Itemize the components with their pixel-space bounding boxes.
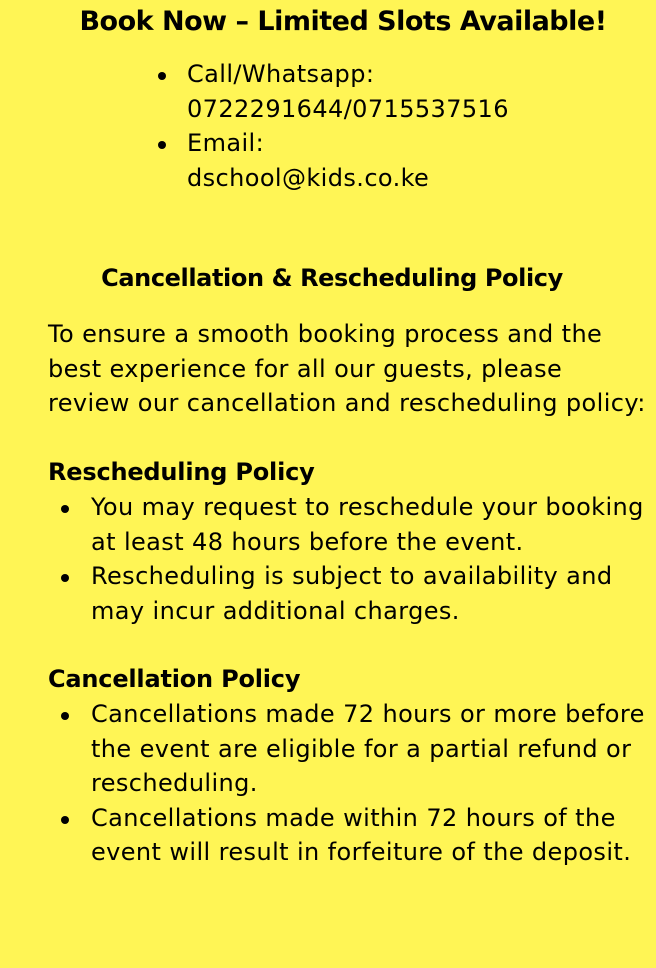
booking-headline: Book Now – Limited Slots Available! <box>79 6 607 37</box>
policy-intro: To ensure a smooth booking process and the best experience for all our guests, please review our cancellation and rescheduling policy: <box>48 320 646 417</box>
contact-phone-label: Call/Whatsapp: <box>187 60 375 88</box>
cancellation-list <box>91 697 651 870</box>
list-item: Cancellations made 72 hours or more before the event are eligible for a partial refund or rescheduling. <box>91 697 651 801</box>
policy-title: Cancellation & Rescheduling Policy <box>101 264 563 292</box>
rescheduling-list <box>91 490 651 628</box>
rescheduling-heading: Rescheduling Policy <box>48 458 315 486</box>
contact-email-label: Email: <box>187 129 265 157</box>
list-item: Rescheduling is subject to availability and may incur additional charges. <box>91 559 651 628</box>
list-item: Cancellations made within 72 hours of the event will result in forfeiture of the deposit. <box>91 801 651 870</box>
contact-email-item <box>187 126 509 195</box>
cancellation-heading: Cancellation Policy <box>48 665 301 693</box>
contact-phone-value: 0722291644/0715537516 <box>187 94 509 123</box>
contact-email-value: dschool@kids.co.ke <box>187 163 430 192</box>
contact-phone-item <box>187 57 509 126</box>
contact-list <box>187 57 509 195</box>
list-item: You may request to reschedule your booking at least 48 hours before the event. <box>91 490 651 559</box>
